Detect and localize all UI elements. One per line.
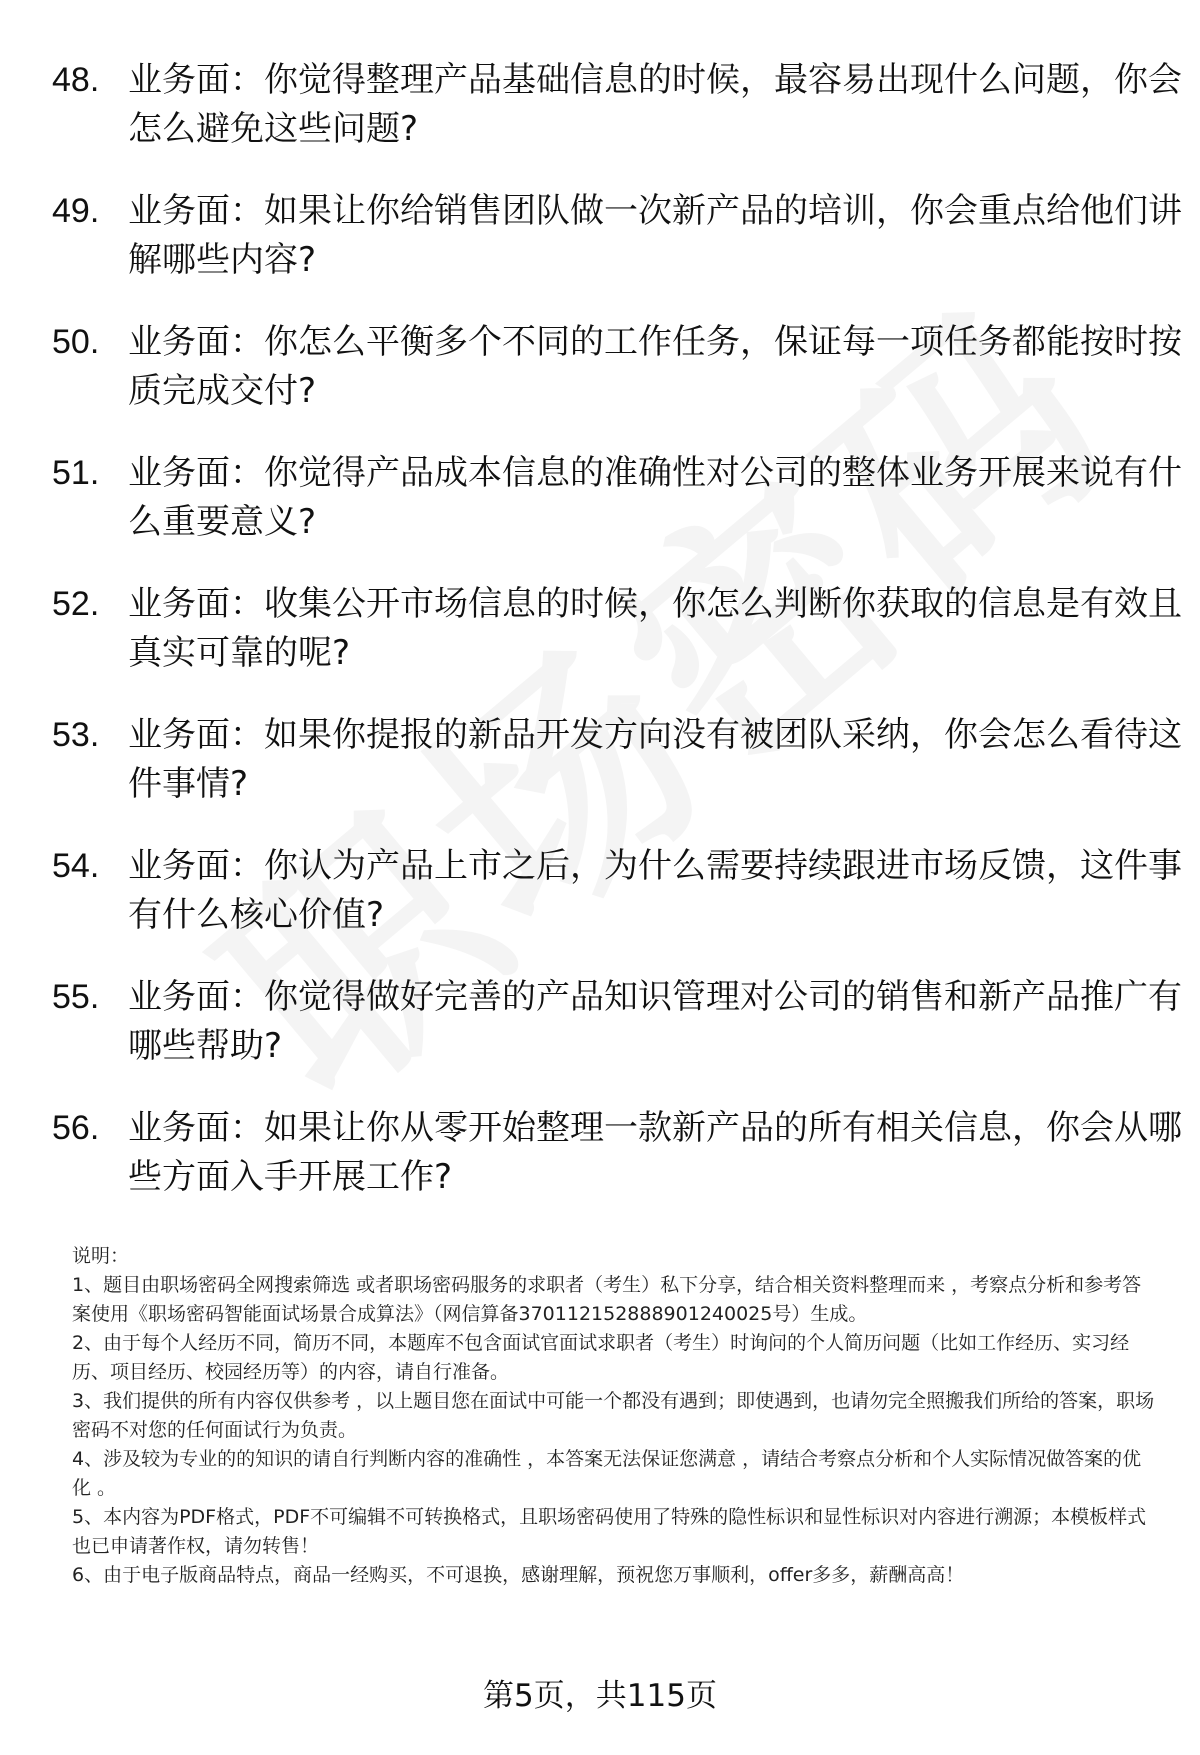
note-item: 3、我们提供的所有内容仅供参考 ，以上题目您在面试中可能一个都没有遇到；即使遇到，也请勿完全照搬我们所给的答案，职场密码不对您的任何面试行为负责。 [72, 1390, 1155, 1441]
question-list [52, 56, 1182, 1235]
question-number: 50. [52, 323, 100, 361]
question-number: 48. [52, 61, 100, 99]
question-item [52, 711, 1182, 809]
question-item [52, 1104, 1182, 1202]
question-item [52, 842, 1182, 940]
question-number: 53. [52, 716, 100, 754]
question-number: 51. [52, 454, 100, 492]
question-text: 业务面：你觉得产品成本信息的准确性对公司的整体业务开展来说有什么重要意义? [128, 453, 1182, 542]
note-item: 2、由于每个人经历不同，简历不同，本题库不包含面试官面试求职者（考生）时询问的个人简历问题（比如工作经历、实习经历、项目经历、校园经历等）的内容，请自行准备。 [72, 1332, 1130, 1383]
question-text: 业务面：如果让你给销售团队做一次新产品的培训，你会重点给他们讲解哪些内容? [128, 191, 1182, 280]
question-text: 业务面：你认为产品上市之后，为什么需要持续跟进市场反馈，这件事有什么核心价值? [128, 846, 1182, 935]
question-number: 54. [52, 847, 100, 885]
question-item [52, 318, 1182, 416]
notes-section [72, 1242, 1160, 1590]
question-number: 55. [52, 978, 100, 1016]
question-item [52, 580, 1182, 678]
question-text: 业务面：你觉得整理产品基础信息的时候，最容易出现什么问题，你会怎么避免这些问题? [128, 60, 1182, 149]
question-number: 52. [52, 585, 100, 623]
note-item: 6、由于电子版商品特点，商品一经购买，不可退换，感谢理解，预祝您万事顺利，offer多多，薪酬高高！ [72, 1564, 965, 1586]
notes-title: 说明： [72, 1245, 130, 1267]
question-number: 49. [52, 192, 100, 230]
question-text: 业务面：你觉得做好完善的产品知识管理对公司的销售和新产品推广有哪些帮助? [128, 977, 1182, 1066]
question-text: 业务面：你怎么平衡多个不同的工作任务，保证每一项任务都能按时按质完成交付? [128, 322, 1182, 411]
question-item [52, 56, 1182, 154]
note-item: 1、题目由职场密码全网搜索筛选 或者职场密码服务的求职者（考生）私下分享，结合相关资料整理而来 ，考察点分析和参考答案使用《职场密码智能面试场景合成算法》（网信算备370112152888901240025号）生成。 [72, 1274, 1142, 1325]
page-number: 第5页，共115页 [483, 1678, 717, 1714]
question-item [52, 187, 1182, 285]
question-item [52, 449, 1182, 547]
note-item: 5、本内容为PDF格式，PDF不可编辑不可转换格式，且职场密码使用了特殊的隐性标识和显性标识对内容进行溯源；本模板样式也已申请著作权，请勿转售！ [72, 1506, 1147, 1557]
question-item [52, 973, 1182, 1071]
question-text: 业务面：如果你提报的新品开发方向没有被团队采纳，你会怎么看待这件事情? [128, 715, 1182, 804]
question-text: 业务面：收集公开市场信息的时候，你怎么判断你获取的信息是有效且真实可靠的呢? [128, 584, 1182, 673]
note-item: 4、涉及较为专业的的知识的请自行判断内容的准确性 ，本答案无法保证您满意 ，请结合考察点分析和个人实际情况做答案的优化 。 [72, 1448, 1142, 1499]
question-number: 56. [52, 1109, 100, 1147]
question-text: 业务面：如果让你从零开始整理一款新产品的所有相关信息，你会从哪些方面入手开展工作? [128, 1108, 1182, 1197]
